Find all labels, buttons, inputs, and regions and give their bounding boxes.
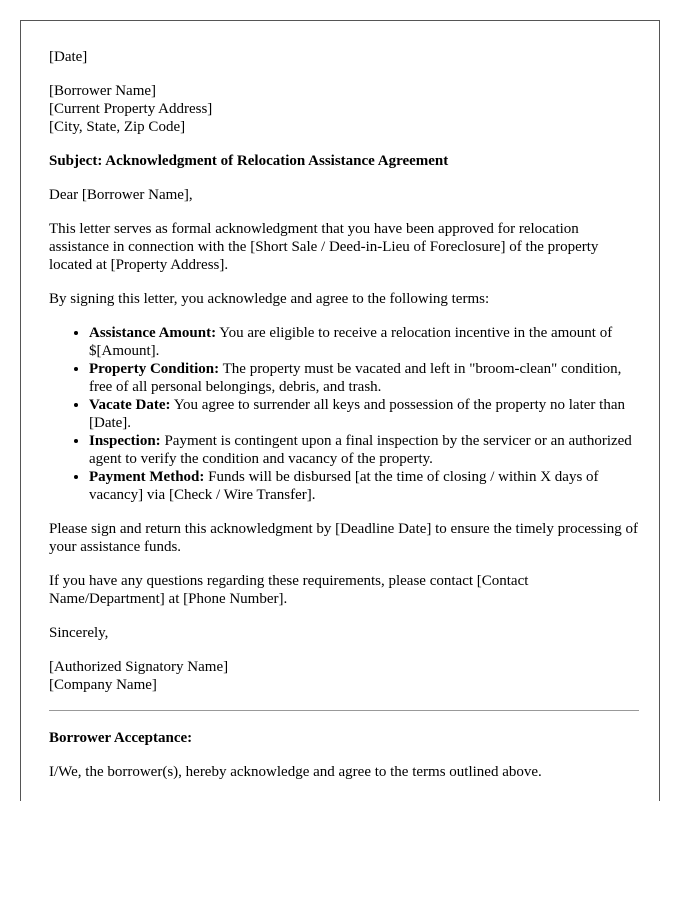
salutation: Dear [Borrower Name], — [49, 187, 193, 203]
term-label: Assistance Amount: — [89, 325, 217, 341]
contact-notice: If you have any questions regarding these requirements, please contact [Contact Name/Department] at [Phone Number]. — [49, 573, 529, 607]
letter-page — [20, 20, 660, 801]
closing: Sincerely, — [49, 625, 109, 641]
term-label: Payment Method: — [89, 469, 205, 485]
acceptance-statement: I/We, the borrower(s), hereby acknowledge and agree to the terms outlined above. — [49, 764, 542, 780]
term-item-payment-method — [89, 468, 639, 504]
term-item-inspection — [89, 432, 639, 468]
term-item-assistance-amount — [89, 324, 639, 360]
intro-paragraph: This letter serves as formal acknowledgment that you have been approved for relocation assistance in connection with the [Short Sale / Deed-in-Lieu of Foreclosure] of the property located at [Property Address]. — [49, 221, 599, 273]
letter-subject: Subject: Acknowledgment of Relocation Assistance Agreement — [49, 153, 449, 169]
term-text: Payment is contingent upon a final inspection by the servicer or an authorized agent to verify the condition and vacancy of the property. — [89, 433, 632, 467]
term-text: You are eligible to receive a relocation incentive in the amount of $[Amount]. — [89, 325, 613, 359]
section-divider — [49, 710, 639, 711]
signatory-name: [Authorized Signatory Name] — [49, 659, 229, 675]
term-item-property-condition — [89, 360, 639, 396]
terms-lead: By signing this letter, you acknowledge and agree to the following terms: — [49, 291, 490, 307]
term-label: Inspection: — [89, 433, 161, 449]
signatory-company: [Company Name] — [49, 677, 157, 693]
recipient-city-state-zip: [City, State, Zip Code] — [49, 119, 186, 135]
letter-body — [49, 48, 639, 797]
recipient-name: [Borrower Name] — [49, 83, 157, 99]
return-notice: Please sign and return this acknowledgment by [Deadline Date] to ensure the timely processing of your assistance funds. — [49, 521, 638, 555]
term-text: You agree to surrender all keys and possession of the property no later than [Date]. — [89, 397, 625, 431]
term-item-vacate-date — [89, 396, 639, 432]
term-label: Vacate Date: — [89, 397, 171, 413]
acceptance-heading: Borrower Acceptance: — [49, 730, 193, 746]
terms-list — [49, 324, 639, 504]
term-label: Property Condition: — [89, 361, 220, 377]
recipient-block — [49, 82, 639, 136]
recipient-address: [Current Property Address] — [49, 101, 213, 117]
letter-date: [Date] — [49, 49, 88, 65]
term-text: Funds will be disbursed [at the time of closing / within X days of vacancy] via [Check / Wire Transfer]. — [89, 469, 599, 503]
signatory-block — [49, 658, 639, 694]
term-text: The property must be vacated and left in "broom-clean" condition, free of all personal belongings, debris, and trash. — [89, 361, 622, 395]
